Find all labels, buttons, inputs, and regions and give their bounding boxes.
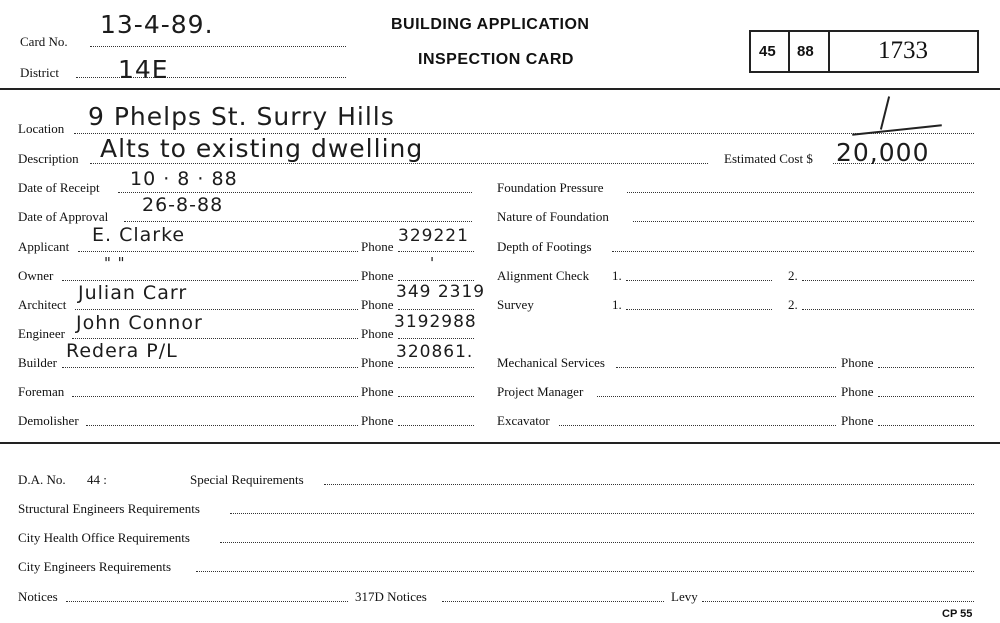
excavator-line (559, 425, 836, 426)
excavator-label: Excavator (497, 413, 550, 428)
applicant-label: Applicant (18, 239, 70, 254)
builder-phone: 320861. (396, 342, 474, 362)
owner-phone: ' (430, 254, 436, 272)
engineer-phone-label: Phone (361, 326, 394, 341)
foreman-phone-line (398, 396, 474, 397)
builder-line (62, 367, 358, 368)
demolisher-phone-line (398, 425, 474, 426)
applicant-phone-line (398, 251, 474, 252)
description-value: Alts to existing dwelling (100, 134, 424, 163)
applicant-value: E. Clarke (92, 224, 186, 246)
builder-value: Redera P/L (66, 340, 178, 362)
project-manager-line (597, 396, 836, 397)
applicant-line (78, 251, 358, 252)
section-rule (0, 442, 1000, 444)
project-manager-phone-line (878, 396, 974, 397)
levy-line (702, 601, 974, 602)
estimated-cost-label: Estimated Cost $ (724, 151, 813, 166)
structural-line (230, 513, 974, 514)
owner-line (62, 280, 358, 281)
demolisher-phone-label: Phone (361, 413, 394, 428)
foundation-pressure-label: Foundation Pressure (497, 180, 604, 195)
nature-foundation-line (633, 221, 974, 222)
reference-divider (788, 31, 790, 71)
317d-notices-line (442, 601, 664, 602)
mechanical-label: Mechanical Services (497, 355, 605, 370)
nature-foundation-label: Nature of Foundation (497, 209, 609, 224)
description-line (90, 163, 708, 164)
reference-box-b: 88 (797, 43, 814, 60)
survey-num-2: 2. (788, 297, 798, 312)
card-no-line (90, 46, 346, 47)
receipt-line (118, 192, 472, 193)
district-line (76, 77, 346, 78)
builder-phone-label: Phone (361, 355, 394, 370)
engineer-value: John Connor (76, 312, 203, 334)
form-code: CP 55 (942, 608, 973, 620)
architect-phone-label: Phone (361, 297, 394, 312)
owner-phone-line (398, 280, 474, 281)
owner-phone-label: Phone (361, 268, 394, 283)
architect-value: Julian Carr (78, 282, 188, 304)
architect-label: Architect (18, 297, 67, 312)
builder-phone-line (398, 367, 474, 368)
engineer-label: Engineer (18, 326, 65, 341)
special-requirements-line (324, 484, 974, 485)
alignment-num-2: 2. (788, 268, 798, 283)
alignment-line-2 (802, 280, 974, 281)
card-no-label: Card No. (20, 34, 68, 49)
317d-notices-label: 317D Notices (355, 589, 427, 604)
special-requirements-label: Special Requirements (190, 472, 304, 487)
owner-value: " " (104, 254, 126, 272)
survey-num-1: 1. (612, 297, 622, 312)
excavator-phone-line (878, 425, 974, 426)
depth-footings-line (612, 251, 974, 252)
demolisher-line (86, 425, 358, 426)
architect-phone: 349 2319 (396, 282, 486, 302)
engineer-phone: 3192988 (394, 312, 477, 332)
project-manager-phone-label: Phone (841, 384, 874, 399)
district-value: 14E (118, 55, 169, 84)
alignment-label: Alignment Check (497, 268, 590, 283)
reference-box-a: 45 (759, 43, 776, 60)
reference-divider (828, 31, 830, 71)
receipt-label: Date of Receipt (18, 180, 100, 195)
owner-label: Owner (18, 268, 54, 283)
mechanical-phone-label: Phone (841, 355, 874, 370)
approval-label: Date of Approval (18, 209, 109, 224)
da-no-label: D.A. No. (18, 472, 66, 487)
approval-value: 26-8-88 (142, 194, 224, 216)
description-label: Description (18, 151, 79, 166)
levy-label: Levy (671, 589, 698, 604)
card-title: BUILDING APPLICATION (391, 16, 590, 33)
card-subtitle: INSPECTION CARD (418, 51, 574, 68)
health-office-line (220, 542, 974, 543)
notices-label: Notices (18, 589, 58, 604)
excavator-phone-label: Phone (841, 413, 874, 428)
mechanical-line (616, 367, 836, 368)
location-label: Location (18, 121, 65, 136)
structural-label: Structural Engineers Requirements (18, 501, 200, 516)
district-label: District (20, 65, 59, 80)
applicant-phone: 329221 (398, 226, 469, 246)
foundation-pressure-line (627, 192, 974, 193)
demolisher-label: Demolisher (18, 413, 79, 428)
engineer-line (72, 338, 358, 339)
project-manager-label: Project Manager (497, 384, 584, 399)
notices-line (66, 601, 348, 602)
city-engineers-line (196, 571, 974, 572)
foreman-phone-label: Phone (361, 384, 394, 399)
header-rule (0, 88, 1000, 90)
survey-line-1 (626, 309, 772, 310)
receipt-value: 10 · 8 · 88 (130, 168, 238, 190)
engineer-phone-line (398, 338, 474, 339)
health-office-label: City Health Office Requirements (18, 530, 190, 545)
mechanical-phone-line (878, 367, 974, 368)
estimated-cost-value: 20,000 (836, 138, 930, 167)
applicant-phone-label: Phone (361, 239, 394, 254)
reference-number: 1733 (878, 37, 928, 64)
survey-line-2 (802, 309, 974, 310)
card-no-value: 13-4-89. (100, 10, 214, 39)
approval-line (124, 221, 472, 222)
da-no-value: 44 : (87, 472, 107, 487)
alignment-line-1 (626, 280, 772, 281)
city-engineers-label: City Engineers Requirements (18, 559, 172, 574)
depth-footings-label: Depth of Footings (497, 239, 592, 254)
handwritten-mark (880, 96, 890, 129)
architect-phone-line (398, 309, 474, 310)
alignment-num-1: 1. (612, 268, 622, 283)
foreman-label: Foreman (18, 384, 65, 399)
survey-label: Survey (497, 297, 534, 312)
builder-label: Builder (18, 355, 57, 370)
architect-line (75, 309, 358, 310)
foreman-line (72, 396, 358, 397)
location-value: 9 Phelps St. Surry Hills (88, 102, 395, 131)
reference-box (749, 30, 979, 73)
